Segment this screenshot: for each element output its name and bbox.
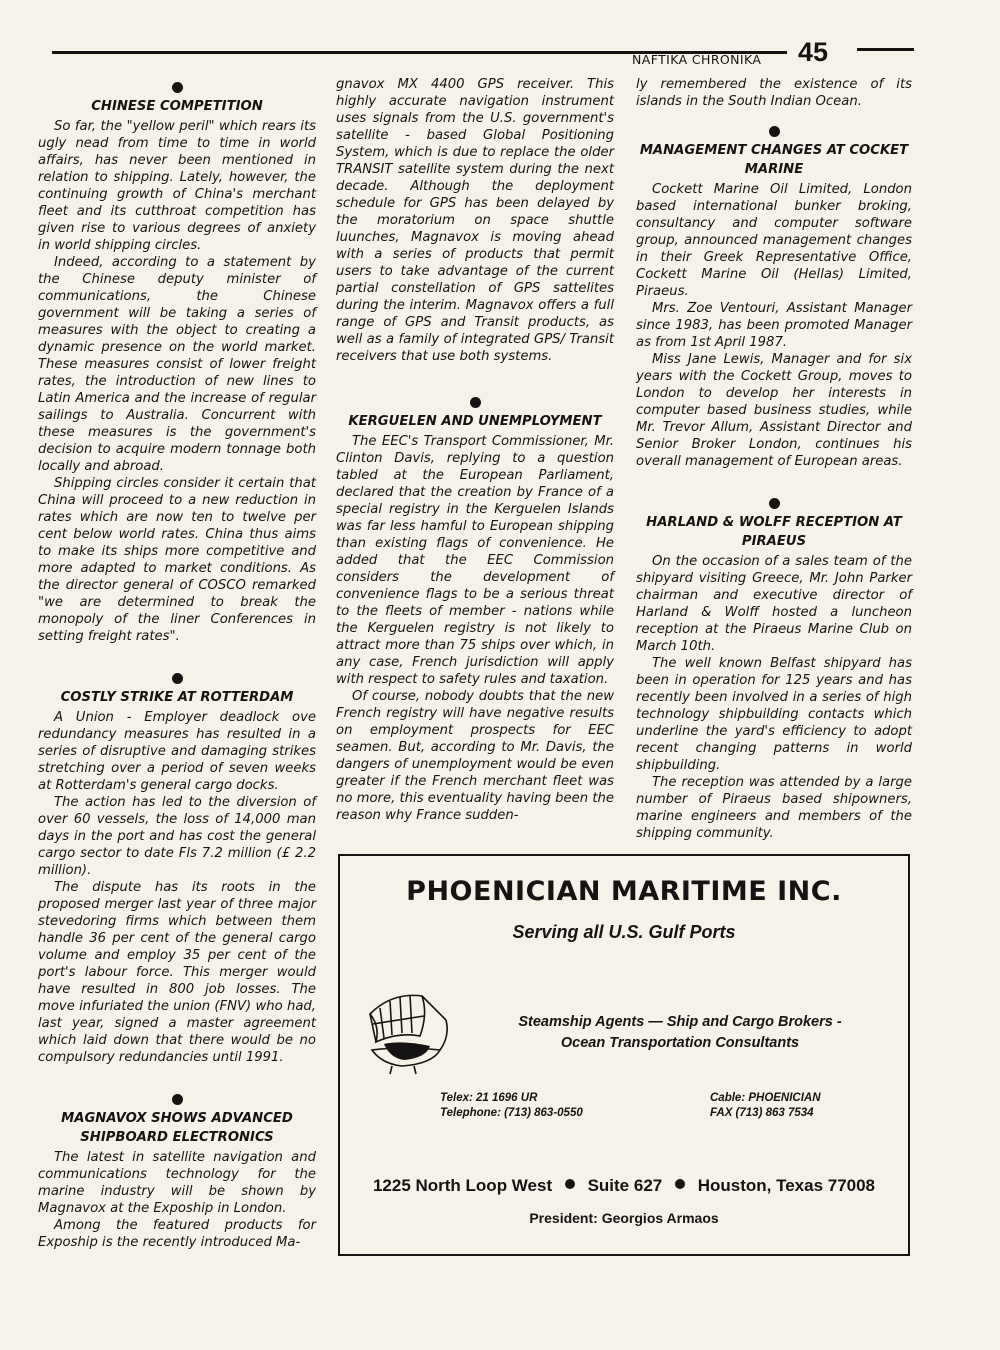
column-1 (38, 76, 316, 1251)
article-paragraph: Miss Jane Lewis, Manager and for six years with the Cockett Group, moves to London to develop her interests in computer based business studies, while Mr. Trevor Allum, Assistant Director and Senior Broker London, continues his overall management of European areas. (636, 352, 912, 469)
ad-address (340, 1176, 908, 1196)
ad-contact-right (710, 1091, 821, 1121)
bullet-icon (172, 82, 183, 93)
ad-cable: Cable: PHOENICIAN (710, 1092, 821, 1104)
bullet-icon (172, 673, 183, 684)
column-3 (636, 76, 912, 842)
article-title-costly-strike: COSTLY STRIKE AT ROTTERDAM (60, 690, 294, 705)
bullet-icon (565, 1179, 575, 1189)
article-paragraph: Mrs. Zoe Ventouri, Assistant Manager since 1983, has been promoted Manager as from 1st April 1987. (636, 301, 912, 350)
article-paragraph: Indeed, according to a statement by the Chinese deputy minister of communications, the Chinese government will be taking a series of measures with the object to creating a dynamic presence on the world market. These measures consist of lower freight rates, the introduction of new lines to Latin America and the increase of regular sailings to Australia. Concurrent with these measures is the government's decision to acquire modern tonnage both locally and abroad. (38, 255, 316, 474)
article-paragraph: On the occasion of a sales team of the shipyard visiting Greece, Mr. John Parker chairman and executive director of Harland & Wolff hosted a luncheon reception at the Piraeus Marine Club on March 10th. (636, 554, 912, 654)
ad-address-street: 1225 North Loop West (372, 1176, 553, 1195)
bullet-icon (470, 397, 481, 408)
ad-telex: Telex: 21 1696 UR (440, 1092, 538, 1104)
article-paragraph: So far, the "yellow peril" which rears its ugly nead from time to time in world affairs, has never been mentioned in relation to shipping. Lately, however, the continuing growth of China's merchant fleet and its cutthroat competition has given rise to various degrees of anxiety in world shipping circles. (38, 119, 316, 253)
bullet-icon (675, 1179, 685, 1189)
ad-address-city: Houston, Texas 77008 (697, 1176, 876, 1195)
ad-president: President: Georgios Armaos (529, 1210, 719, 1226)
ad-tagline: Serving all U.S. Gulf Ports (512, 922, 736, 942)
article-paragraph: Cockett Marine Oil Limited, London based international bunker broking, consultancy and computer software group, announced management changes in their Greek Representative Office, Cockett Marine Oil (Hellas) Limited, Piraeus. (636, 182, 912, 299)
article-title-chinese-competition: CHINESE COMPETITION (91, 99, 263, 114)
article-title-cocket-marine: MANAGEMENT CHANGES AT COCKET MARINE (639, 143, 909, 177)
article-paragraph: A Union - Employer deadlock ove redundancy measures has resulted in a series of disruptive and damaging strikes stretching over a period of seven weeks at Rotterdam's general cargo docks. (38, 710, 316, 793)
ad-company-name: PHOENICIAN MARITIME INC. (406, 876, 842, 907)
bullet-icon (172, 1094, 183, 1105)
article-paragraph-continued: ly remembered the existence of its islands in the South Indian Ocean. (636, 77, 912, 109)
publication-name: NAFTIKA CHRONIKA (632, 52, 762, 67)
article-paragraph: The dispute has its roots in the proposed merger last year of three major stevedoring firms which between them handle 36 per cent of the general cargo volume and employ 35 per cent of the port's labour force. This merger would have resulted in 800 job losses. The move infuriated the union (FNV) who had, last year, signed a master agreement which laid down that there would be no compulsory redundancies until 1991. (38, 880, 316, 1065)
ad-contact-left (440, 1091, 583, 1121)
article-title-harland-wolff: HARLAND & WOLFF RECEPTION AT PIRAEUS (646, 515, 902, 549)
article-paragraph: The action has led to the diversion of over 60 vessels, the loss of 14,000 man days in the port and has cost the general cargo sector to date Fls 7.2 million (£ 2.2 million). (38, 795, 316, 878)
article-paragraph: The latest in satellite navigation and communications technology for the marine industry will be shown by Magnavox at the Expoship in London. (38, 1150, 316, 1216)
ad-telephone: Telephone: (713) 863-0550 (440, 1107, 583, 1119)
page-number: 45 (798, 37, 829, 67)
ad-services-line: Steamship Agents — Ship and Cargo Brokers - (518, 1014, 842, 1030)
article-paragraph: The well known Belfast shipyard has been in operation for 125 years and has recently been involved in a series of high technology shipbuilding contacts which underline the yard's efficiency to adopt recent changing patterns in world shipbuilding. (636, 656, 912, 773)
article-title-kerguelen: KERGUELEN AND UNEMPLOYMENT (348, 414, 602, 429)
ad-fax: FAX (713) 863 7534 (710, 1107, 814, 1119)
article-paragraph: Shipping circles consider it certain that China will proceed to a new reduction in rates which are now ten to twelve per cent below world rates. China thus aims to make its ships more competitive and more adapted to market conditions. As the director general of COSCO remarked "we are determined to break the monopoly of the liner Conferences in setting freight rates". (38, 476, 316, 644)
article-paragraph: Of course, nobody doubts that the new French registry will have negative results on employment prospects for EEC seamen. But, according to Mr. Davis, the dangers of unemployment would be even greater if the French merchant fleet was no more, this eventuality having been the reason why France sudden- (336, 689, 614, 823)
ad-address-suite: Suite 627 (587, 1176, 663, 1195)
header-rule-right (857, 48, 914, 51)
article-paragraph: The EEC's Transport Commissioner, Mr. Clinton Davis, replying to a question tabled at the European Parliament, declared that the creation by France of a special registry in the Kerguelen Islands was far less hamful to European shipping than existing flags of convenience. He added that the EEC Commission considers the development of convenience flags to be a serious threat to the fleets of member - nations while the Kerguelen registry is not likely to attract more than 75 ships over which, in any case, French jurisdiction will apply with respect to safety rules and taxation. (336, 434, 614, 687)
advertisement-box (338, 854, 910, 1256)
bullet-icon (769, 126, 780, 137)
article-paragraph: The reception was attended by a large number of Piraeus based shipowners, marine engineers and members of the shipping community. (636, 775, 912, 841)
article-title-magnavox: MAGNAVOX SHOWS ADVANCED SHIPBOARD ELECTRONICS (61, 1111, 293, 1145)
ship-logo-icon (362, 984, 456, 1076)
ad-services (460, 1012, 900, 1054)
bullet-icon (769, 498, 780, 509)
ad-services-line: Ocean Transportation Consultants (560, 1035, 800, 1051)
column-2 (336, 76, 614, 824)
article-paragraph: Among the featured products for Expoship is the recently introduced Ma- (38, 1218, 316, 1250)
article-paragraph-continued: gnavox MX 4400 GPS receiver. This highly accurate navigation instrument uses signals from the U.S. government's satellite - based Global Positioning System, which is due to replace the older TRANSIT satellite system during the next decade. Although the deployment schedule for GPS has been delayed by the moratorium on space shuttle luunches, Magnavox is moving ahead with a series of products that permit users to take advantage of the current partial constellation of GPS sattelites during the interim. Magnavox offers a full range of GPS and Transit products, as well as a family of integrated GPS/ Transit receivers that use both systems. (336, 77, 614, 364)
